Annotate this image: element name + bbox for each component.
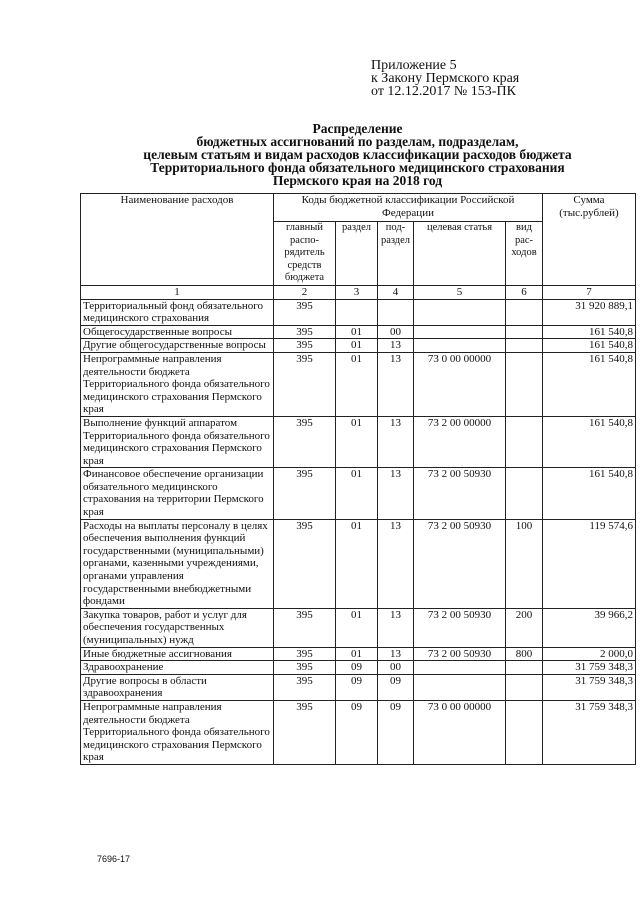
target-article-code [414,661,506,675]
column-number: 7 [543,285,636,299]
column-number: 1 [81,285,274,299]
expense-type-code [506,416,543,467]
expense-type-code: 800 [506,647,543,661]
column-number: 6 [506,285,543,299]
expense-type-code [506,299,543,325]
table-row [81,661,636,675]
main-manager-code: 395 [274,352,336,416]
main-manager-code: 395 [274,468,336,519]
subsection-code: 13 [378,416,414,467]
table-row [81,519,636,608]
main-manager-code: 395 [274,339,336,353]
appendix-law: к Закону Пермского края [371,71,520,86]
table-row [81,647,636,661]
subsection-code: 13 [378,608,414,647]
appendix-date: от 12.12.2017 № 153-ПК [371,84,516,99]
target-article-code: 73 0 00 00000 [414,700,506,764]
amount: 31 759 348,3 [543,700,636,764]
title-line-3: целевым статьям и видам расходов классификации расходов бюджета [143,147,572,162]
main-manager-code: 395 [274,519,336,608]
target-article-code: 73 2 00 50930 [414,647,506,661]
amount: 31 759 348,3 [543,674,636,700]
section-code: 01 [336,339,378,353]
section-code: 01 [336,352,378,416]
subsection-code: 13 [378,339,414,353]
amount: 161 540,8 [543,352,636,416]
header-sum: Сумма (тыс.рублей) [543,194,636,286]
table-row [81,700,636,764]
amount: 161 540,8 [543,339,636,353]
appendix-header [371,59,519,98]
column-number: 3 [336,285,378,299]
title-line-5: Пермского края на 2018 год [272,173,443,188]
expense-name: Непрограммные направления деятельности бюджета Территориального фонда обязательного медицинского страхования Пермского края [81,700,274,764]
expense-type-code: 100 [506,519,543,608]
header-section: раздел [336,222,378,286]
expense-type-code [506,468,543,519]
amount: 31 920 889,1 [543,299,636,325]
expense-name: Другие общегосударственные вопросы [81,339,274,353]
title-line-4: Территориального фонда обязательного медицинского страхования [150,160,565,175]
main-manager-code: 395 [274,661,336,675]
appendix-number: Приложение 5 [371,58,457,73]
main-manager-code: 395 [274,674,336,700]
amount: 119 574,6 [543,519,636,608]
expense-type-code [506,661,543,675]
expense-name: Территориальный фонд обязательного медицинского страхования [81,299,274,325]
expense-name: Закупка товаров, работ и услуг для обеспечения государственных (муниципальных) нужд [81,608,274,647]
table-row [81,339,636,353]
header-main-manager: главный распо-рядитель средств бюджета [274,222,336,286]
expense-name: Общегосударственные вопросы [81,325,274,339]
target-article-code: 73 2 00 50930 [414,519,506,608]
subsection-code: 13 [378,468,414,519]
main-manager-code: 395 [274,700,336,764]
main-manager-code: 395 [274,299,336,325]
amount: 39 966,2 [543,608,636,647]
expense-name: Другие вопросы в области здравоохранения [81,674,274,700]
section-code: 01 [336,468,378,519]
header-subsection: под-раздел [378,222,414,286]
target-article-code: 73 2 00 00000 [414,416,506,467]
table-row [81,299,636,325]
expense-type-code [506,325,543,339]
column-number: 4 [378,285,414,299]
expense-name: Расходы на выплаты персоналу в целях обеспечения выполнения функций государственными (муниципальными) органами, казенными учреждениями, органами управления государственными внебюджетными фондами [81,519,274,608]
column-number: 2 [274,285,336,299]
table-row [81,674,636,700]
expense-name: Непрограммные направления деятельности бюджета Территориального фонда обязательного медицинского страхования Пермского края [81,352,274,416]
main-manager-code: 395 [274,325,336,339]
expense-name: Иные бюджетные ассигнования [81,647,274,661]
amount: 161 540,8 [543,468,636,519]
subsection-code: 13 [378,647,414,661]
table-row [81,352,636,416]
expense-name: Выполнение функций аппаратом Территориального фонда обязательного медицинского страхования Пермского края [81,416,274,467]
table-row [81,468,636,519]
expense-type-code: 200 [506,608,543,647]
amount: 2 000,0 [543,647,636,661]
table-row [81,416,636,467]
section-code: 01 [336,608,378,647]
subsection-code: 00 [378,325,414,339]
column-number: 5 [414,285,506,299]
subsection-code: 09 [378,674,414,700]
target-article-code: 73 2 00 50930 [414,608,506,647]
subsection-code [378,299,414,325]
target-article-code: 73 2 00 50930 [414,468,506,519]
target-article-code [414,299,506,325]
document-title [80,122,635,187]
title-line-1: Распределение [312,121,403,136]
document-code: 7696-17 [97,854,131,864]
target-article-code [414,339,506,353]
target-article-code: 73 0 00 00000 [414,352,506,416]
section-code: 09 [336,700,378,764]
section-code: 01 [336,416,378,467]
expense-name: Финансовое обеспечение организации обязательного медицинского страхования на территории Пермского края [81,468,274,519]
subsection-code: 09 [378,700,414,764]
main-manager-code: 395 [274,608,336,647]
section-code [336,299,378,325]
title-line-2: бюджетных ассигнований по разделам, подразделам, [196,134,519,149]
header-target: целевая статья [414,222,506,286]
table-row [81,608,636,647]
subsection-code: 00 [378,661,414,675]
amount: 161 540,8 [543,325,636,339]
expense-type-code [506,700,543,764]
subsection-code: 13 [378,352,414,416]
expense-type-code [506,674,543,700]
target-article-code [414,325,506,339]
header-name: Наименование расходов [81,194,274,286]
budget-table [80,193,636,765]
amount: 31 759 348,3 [543,661,636,675]
subsection-code: 13 [378,519,414,608]
header-codes: Коды бюджетной классификации Российской Федерации [274,194,543,222]
section-code: 09 [336,661,378,675]
header-type: вид рас-ходов [506,222,543,286]
amount: 161 540,8 [543,416,636,467]
expense-type-code [506,339,543,353]
table-row [81,325,636,339]
main-manager-code: 395 [274,416,336,467]
expense-type-code [506,352,543,416]
section-code: 01 [336,325,378,339]
column-number-row [81,285,636,299]
section-code: 01 [336,519,378,608]
target-article-code [414,674,506,700]
section-code: 09 [336,674,378,700]
main-manager-code: 395 [274,647,336,661]
section-code: 01 [336,647,378,661]
expense-name: Здравоохранение [81,661,274,675]
